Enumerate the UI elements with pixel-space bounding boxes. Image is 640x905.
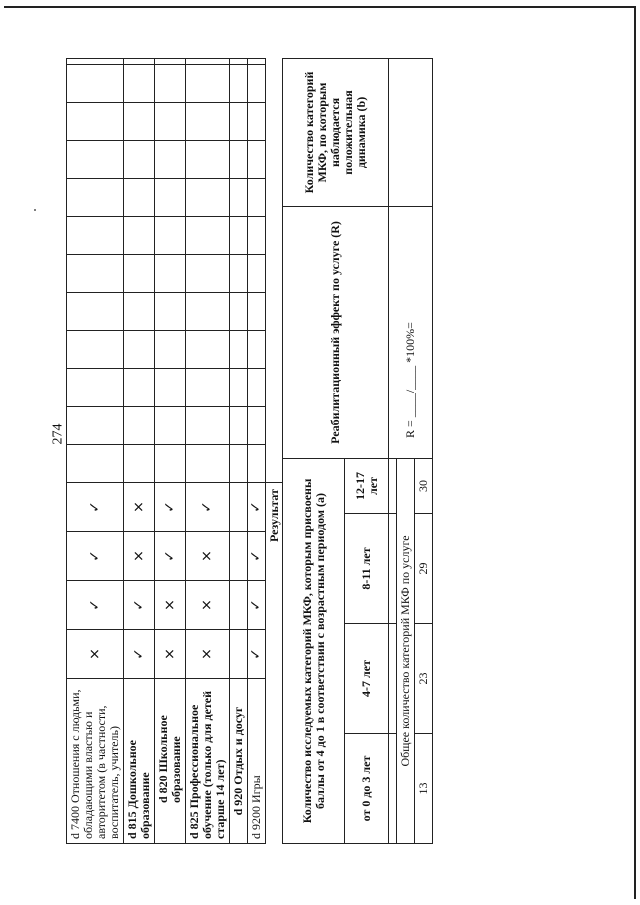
age-period: от 0 до 3 лет — [345, 734, 389, 844]
rotated-table-area — [66, 58, 430, 844]
effect-header: Реабилитационный эффект по услуге (R) — [283, 206, 389, 458]
total-value: 23 — [415, 624, 433, 734]
table-content — [66, 58, 430, 844]
row-label: d 7400 Отношения с людьми, обладающими властью и авторитетом (в частности, воспитатель, учитель) — [67, 679, 124, 844]
count-header: Количество исследуемых категорий МКФ, которым присвоены баллы от 4 до 1 в соответствии с возрастным периодом (а) — [283, 458, 345, 843]
mark-cell — [230, 630, 248, 679]
mark-cell: ✓ — [248, 532, 266, 581]
mark-cell — [230, 532, 248, 581]
mark-cell: × — [186, 581, 230, 630]
scan-dot — [34, 209, 36, 211]
assessment-table — [66, 58, 283, 844]
mark-cell: ✓ — [248, 581, 266, 630]
row-label: d 920 Отдых и досуг — [230, 679, 248, 844]
result-header-row — [283, 59, 345, 844]
age-period: 12-17 лет — [345, 458, 389, 513]
age-period: 8-11 лет — [345, 514, 389, 624]
mark-cell: × — [67, 630, 124, 679]
effect-formula: R = ____/____ *100%= — [389, 206, 433, 458]
mark-cell: ✓ — [67, 581, 124, 630]
mark-cell: ✓ — [186, 483, 230, 532]
total-value: 29 — [415, 514, 433, 624]
mark-cell — [230, 483, 248, 532]
dynamics-header: Количество категорий МКФ, по которым наблюдается положительная динамика (b) — [283, 59, 389, 207]
table-row — [248, 59, 266, 844]
mark-cell — [230, 581, 248, 630]
total-label: Общее количество категорий МКФ по услуге — [397, 458, 415, 843]
page-number: 274 — [50, 423, 66, 445]
table-row — [186, 59, 230, 844]
mark-cell: × — [186, 630, 230, 679]
result-title-row — [266, 59, 284, 844]
result-title: Результат — [266, 483, 284, 844]
mark-cell: ✓ — [248, 483, 266, 532]
row-label: d 825 Профессиональное обучение (только для детей старше 14 лет) — [186, 679, 230, 844]
table-row — [230, 59, 248, 844]
mark-cell: ✓ — [155, 532, 186, 581]
total-value: 13 — [415, 734, 433, 844]
row-label: d 9200 Игры — [248, 679, 266, 844]
value-row — [389, 59, 397, 844]
table-row — [124, 59, 155, 844]
mark-cell: × — [124, 532, 155, 581]
age-period: 4-7 лет — [345, 624, 389, 734]
table-row — [67, 59, 124, 844]
frame-top-border — [4, 6, 636, 8]
mark-cell: ✓ — [67, 532, 124, 581]
total-value: 30 — [415, 458, 433, 513]
mark-cell: ✓ — [67, 483, 124, 532]
mark-cell: ✓ — [124, 630, 155, 679]
mark-cell: × — [155, 630, 186, 679]
frame-right-border — [634, 6, 636, 899]
mark-cell: × — [186, 532, 230, 581]
row-label: d 820 Школьное образование — [155, 679, 186, 844]
mark-cell: ✓ — [248, 630, 266, 679]
result-table — [282, 58, 433, 844]
mark-cell: × — [124, 483, 155, 532]
mark-cell: ✓ — [124, 581, 155, 630]
row-label: d 815 Дошкольное образование — [124, 679, 155, 844]
table-row — [155, 59, 186, 844]
mark-cell: ✓ — [155, 483, 186, 532]
mark-cell: × — [155, 581, 186, 630]
